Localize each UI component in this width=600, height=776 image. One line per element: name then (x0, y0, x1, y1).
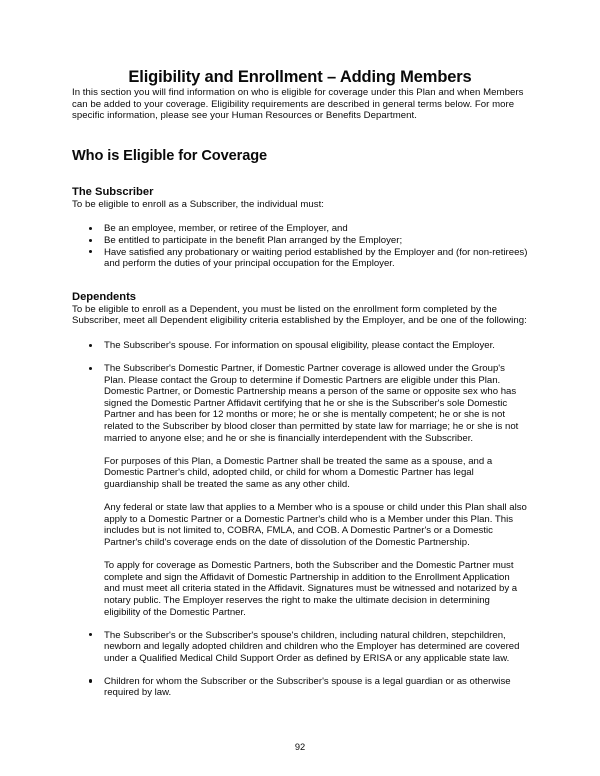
bullet-dot-icon (89, 367, 92, 370)
sub-paragraph: For purposes of this Plan, a Domestic Partner shall be treated the same as a spouse, and a Domestic Partner's child, adopted child, or child for whom a Domestic Partner has legal guardianship shall be treated the same as any other child. (104, 455, 493, 490)
list-item-text: Have satisfied any probationary or waiting period established by the Employer and (for non-retirees) and perform the duties of your principal occupation for the Employer. (104, 246, 528, 270)
list-item-text: Children for whom the Subscriber or the Subscriber's spouse is a legal guardian or as otherwise required by law. (104, 675, 511, 699)
list-item (88, 223, 528, 235)
bullet-dot-icon (89, 679, 92, 682)
list-item (88, 630, 528, 665)
subheading-dependents: Dependents (72, 290, 137, 303)
list-item (88, 235, 528, 247)
list-item-text: The Subscriber's or the Subscriber's spouse's children, including natural children, stepchildren, newborn and legally adopted children and children who the Employer has determined are covered under a Qualified Medical Child Support Order as defined by ERISA or any applicable state law. (104, 629, 520, 664)
list-item-text: The Subscriber's spouse. For information on spousal eligibility, please contact the Employer. (104, 339, 495, 351)
bullet-dot-icon (89, 344, 92, 347)
list-item (88, 340, 528, 352)
section-heading-eligibility: Who is Eligible for Coverage (72, 147, 268, 164)
list-item-text: The Subscriber's Domestic Partner, if Domestic Partner coverage is allowed under the Group's Plan. Please contact the Group to determine if Domestic Partners are eligible under this Plan. Domestic Partner, or Domestic Partnership means a person of the same or opposite sex who has signed the Domestic Partner Affidavit certifying that he or she is the Subscriber's sole Domestic Partner and has been for 12 months or more; he or she is mentally competent; he or she is not related to the Subscriber by blood closer than permitted by state law for marriage; he or she is not married to anyone else; and he or she is financially interdependent with the Subscriber. (104, 363, 519, 444)
list-item (88, 363, 528, 618)
page-number: 92 (294, 742, 306, 752)
subscriber-requirements-list (88, 210, 528, 269)
bullet-dot-icon (89, 633, 92, 636)
dependents-eligibility-list (88, 327, 528, 699)
intro-paragraph: In this section you will find information on who is eligible for coverage under this Plan and when Members can be added to your coverage. Eligibility requirements are described in general terms below. For more specific information, please see your Human Resources or Benefits Department. (72, 87, 524, 122)
document-content (72, 0, 528, 699)
dependents-lead-text: To be eligible to enroll as a Dependent, you must be listed on the enrollment form completed by the Subscriber, meet all Dependent eligibility criteria established by the Employer, and be one of the following: (72, 303, 527, 327)
list-item (88, 676, 528, 699)
sub-paragraph: Any federal or state law that applies to a Member who is a spouse or child under this Plan shall also apply to a Domestic Partner or a Domestic Partner's child who is a Member under this Plan. This includes but is not limited to, COBRA, FMLA, and COB. A Domestic Partner's or a Domestic Partner's child's coverage ends on the date of dissolution of the Domestic Partnership. (104, 502, 527, 548)
bullet-dot-icon (89, 250, 92, 253)
bullet-dot-icon (89, 227, 92, 230)
list-item (88, 247, 528, 270)
list-item-text: Be an employee, member, or retiree of the Employer, and (104, 223, 348, 235)
subheading-the-subscriber: The Subscriber (72, 185, 154, 198)
page-title: Eligibility and Enrollment – Adding Members (128, 68, 472, 86)
sub-paragraph: To apply for coverage as Domestic Partners, both the Subscriber and the Domestic Partner must complete and sign the Affidavit of Domestic Partnership in addition to the Enrollment Application and must meet all criteria stated in the Affidavit. Signatures must be witnessed and notarized by a notary public. The Employer reserves the right to make the ultimate decision in determining eligibility of the Domestic Partner. (104, 560, 518, 618)
bullet-dot-icon (89, 239, 92, 242)
subscriber-lead-text: To be eligible to enroll as a Subscriber, the individual must: (72, 198, 325, 210)
list-item-text: Be entitled to participate in the benefit Plan arranged by the Employer; (104, 234, 403, 246)
